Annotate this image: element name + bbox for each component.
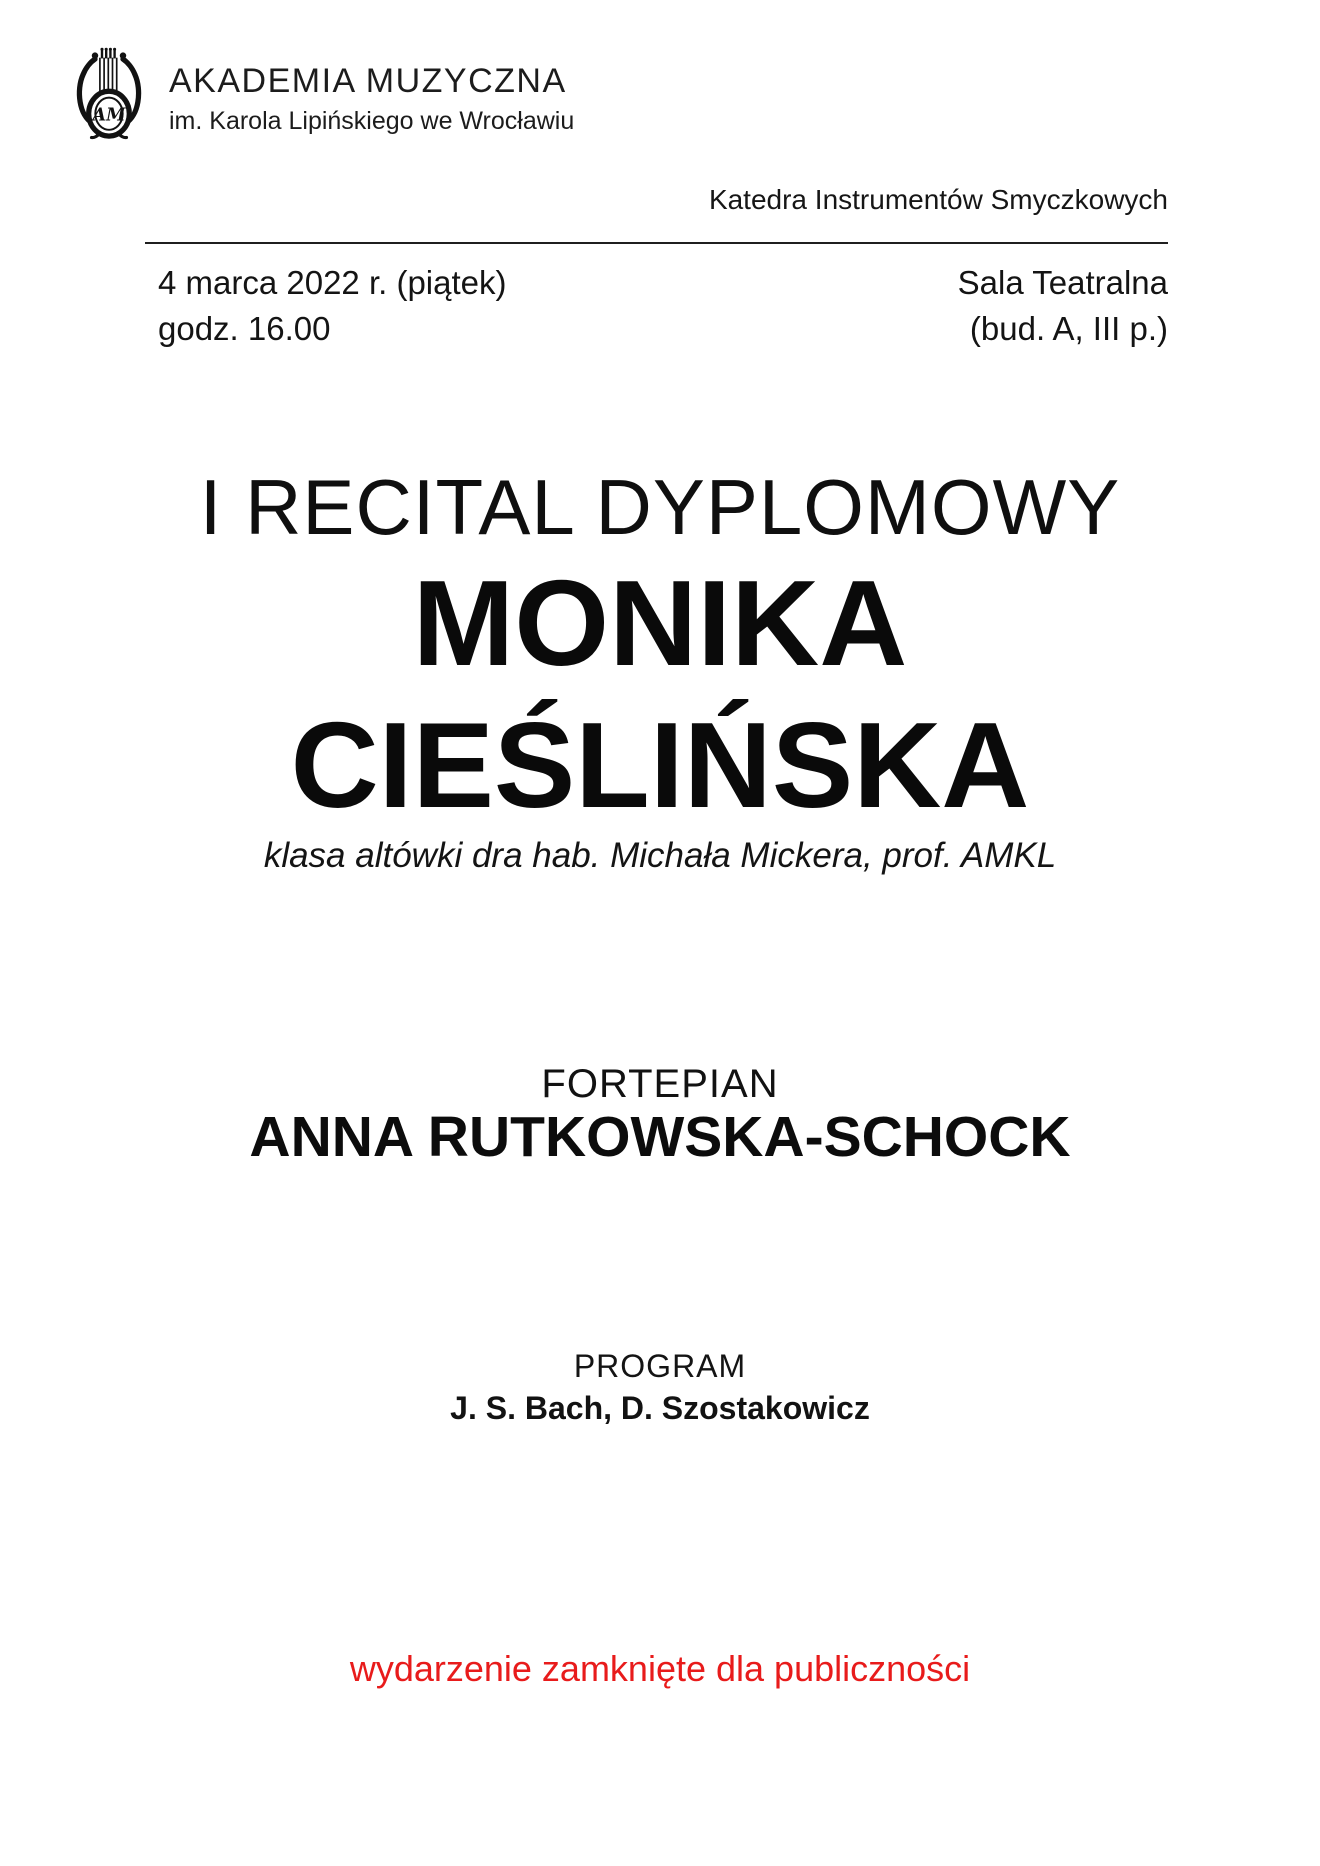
event-datetime-block bbox=[158, 260, 507, 352]
event-venue-block bbox=[958, 260, 1168, 352]
header-divider bbox=[145, 242, 1168, 244]
academy-logo-block bbox=[74, 44, 574, 140]
program-heading: PROGRAM bbox=[573, 1348, 747, 1384]
lyre-icon bbox=[74, 44, 144, 140]
academy-name: AKADEMIA MUZYCZNA bbox=[169, 62, 567, 100]
performer-first-name: MONIKA bbox=[412, 555, 908, 691]
accompanist-name: ANNA RUTKOWSKA-SCHOCK bbox=[249, 1105, 1071, 1169]
recital-title: I RECITAL DYPLOMOWY bbox=[199, 463, 1121, 551]
venue-name: Sala Teatralna bbox=[957, 264, 1168, 301]
academy-name-block bbox=[169, 44, 574, 136]
accompanist-role: FORTEPIAN bbox=[541, 1062, 779, 1106]
event-date: 4 marca 2022 r. (piątek) bbox=[158, 264, 507, 301]
venue-detail: (bud. A, III p.) bbox=[969, 310, 1168, 347]
closed-event-notice: wydarzenie zamknięte dla publiczności bbox=[349, 1648, 971, 1689]
logo-monogram: AM bbox=[92, 105, 126, 126]
performer-name bbox=[0, 552, 1320, 836]
program-composers: J. S. Bach, D. Szostakowicz bbox=[450, 1390, 870, 1426]
class-note: klasa altówki dra hab. Michała Mickera, prof. AMKL bbox=[263, 836, 1057, 875]
department-label: Katedra Instrumentów Smyczkowych bbox=[708, 184, 1168, 215]
performer-last-name: CIEŚLIŃSKA bbox=[290, 697, 1030, 833]
event-time: godz. 16.00 bbox=[158, 310, 331, 347]
academy-subtitle: im. Karola Lipińskiego we Wrocławiu bbox=[169, 107, 575, 135]
